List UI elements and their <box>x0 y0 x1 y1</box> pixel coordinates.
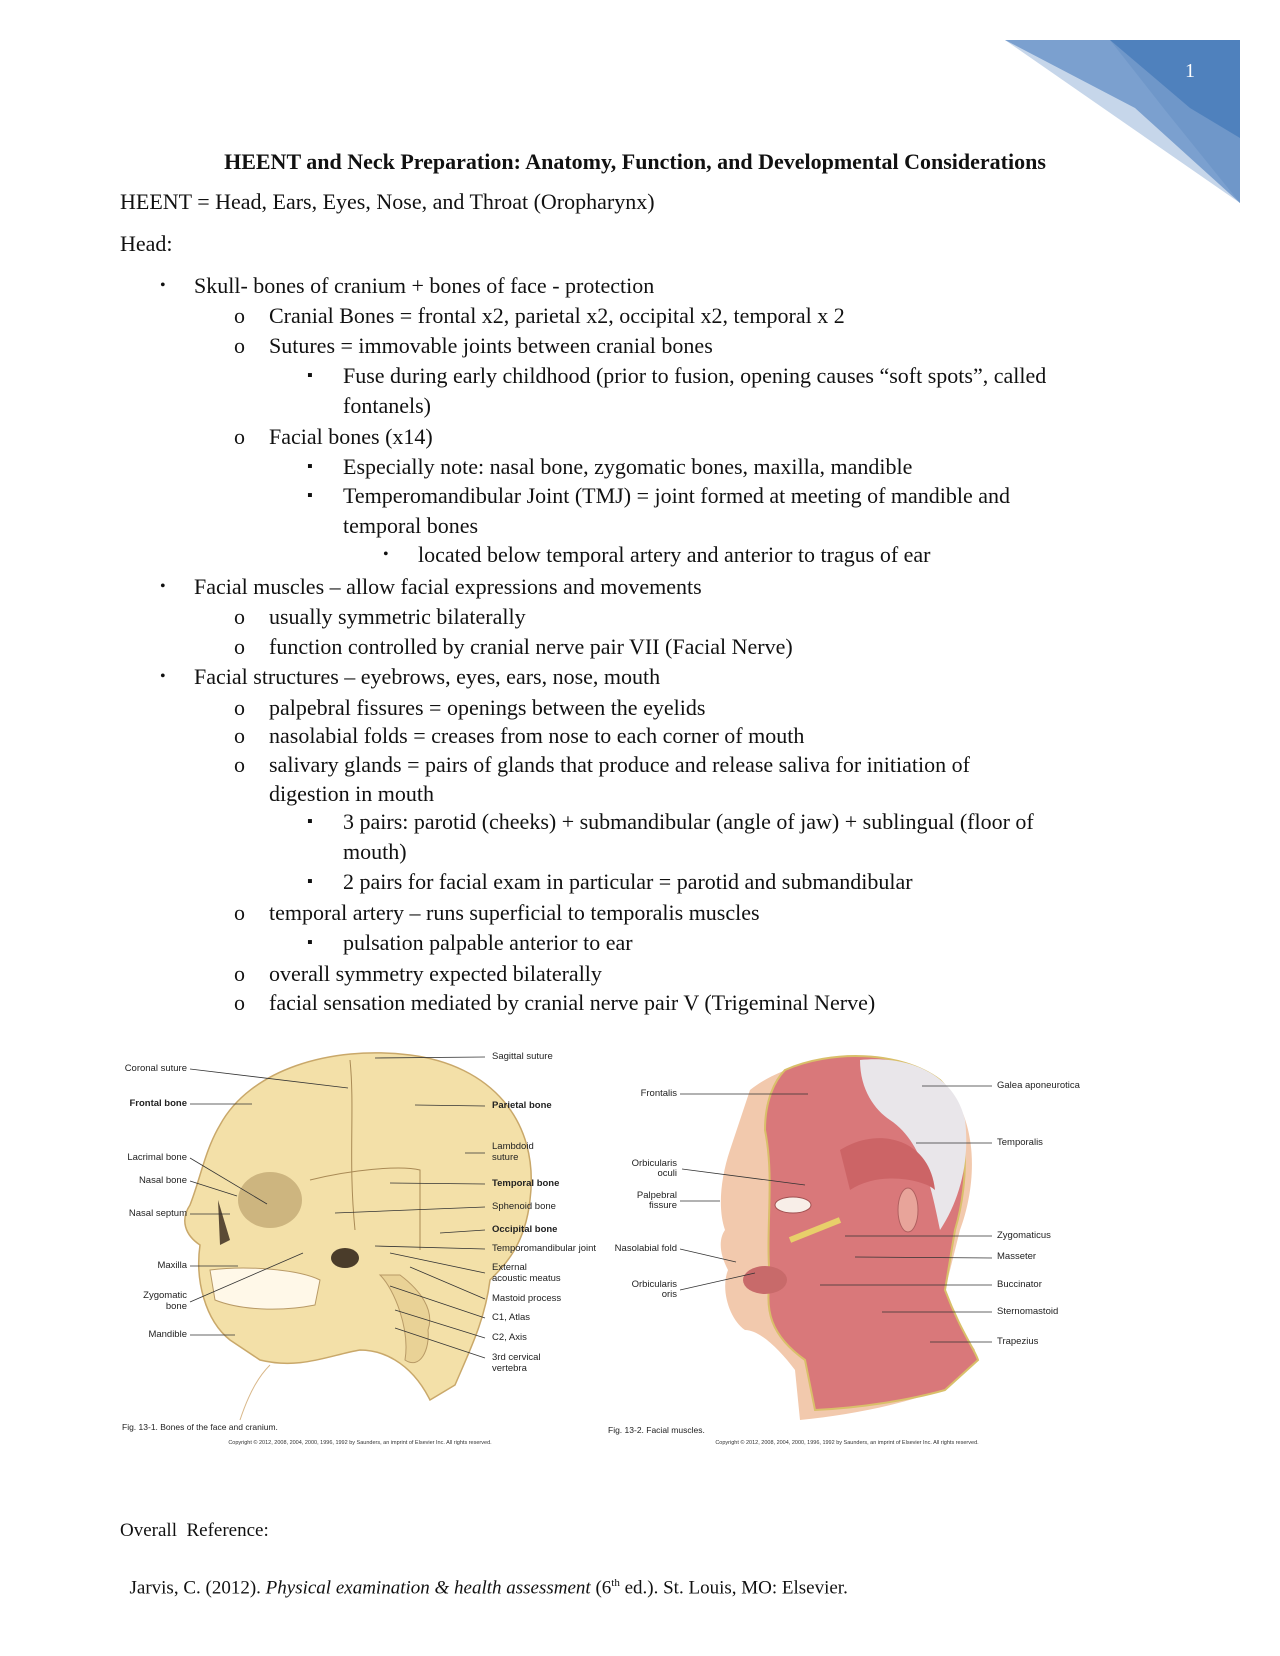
list-item: 3 pairs: parotid (cheeks) + submandibular (angle of jaw) + sublingual (floor of <box>343 809 1034 834</box>
label-nasal-septum: Nasal septum <box>128 1208 187 1219</box>
circle-marker: o <box>234 723 245 748</box>
square-marker: ▪ <box>307 813 313 830</box>
label-mandible: Mandible <box>148 1329 187 1340</box>
circle-marker: o <box>234 634 245 659</box>
list-item: Fuse during early childhood (prior to fusion, opening causes “soft spots”, called <box>343 363 1047 388</box>
list-item: facial sensation mediated by cranial nerve pair V (Trigeminal Nerve) <box>269 990 876 1015</box>
label-masseter: Masseter <box>997 1251 1037 1262</box>
list-item-continued: mouth) <box>343 839 407 864</box>
label-parietal-bone: Parietal bone <box>492 1100 552 1111</box>
list-item: Sutures = immovable joints between cranial bones <box>269 333 713 358</box>
reference-heading: Overall Reference: <box>120 1520 269 1541</box>
circle-marker: o <box>234 333 245 358</box>
list-item: Facial structures – eyebrows, eyes, ears, nose, mouth <box>194 664 661 689</box>
page-number: 1 <box>1185 60 1195 82</box>
square-marker: ▪ <box>307 367 313 384</box>
label-temporal-bone: Temporal bone <box>492 1178 560 1189</box>
label-3rd-cervical-2: vertebra <box>492 1363 527 1374</box>
list-item: palpebral fissures = openings between the eyelids <box>269 695 706 720</box>
label-orbicularis-oris-2: oris <box>661 1289 677 1300</box>
list-item: 2 pairs for facial exam in particular = parotid and submandibular <box>343 869 913 894</box>
label-maxilla: Maxilla <box>157 1260 187 1271</box>
reference-citation <box>120 1544 848 1601</box>
square-marker: ▪ <box>307 873 313 890</box>
square-marker: ▪ <box>307 934 313 951</box>
list-item: Facial bones (x14) <box>269 424 433 449</box>
reference-author: Jarvis, C. (2012). <box>129 1577 266 1599</box>
label-nasal-bone: Nasal bone <box>138 1175 187 1186</box>
label-c2-axis: C2, Axis <box>492 1332 527 1343</box>
square-marker: ▪ <box>307 487 313 504</box>
label-external-acoustic-meatus-2: acoustic meatus <box>492 1273 561 1284</box>
document-title: HEENT and Neck Preparation: Anatomy, Function, and Developmental Considerations <box>224 149 1046 174</box>
label-sphenoid-bone: Sphenoid bone <box>492 1201 556 1212</box>
label-occipital-bone: Occipital bone <box>492 1224 558 1235</box>
head-heading: Head: <box>120 231 173 256</box>
figure1-caption: Fig. 13-1. Bones of the face and cranium. <box>122 1422 278 1432</box>
label-palpebral-fissure: Palpebral <box>636 1190 677 1201</box>
label-mastoid-process: Mastoid process <box>492 1293 562 1304</box>
label-sagittal-suture: Sagittal suture <box>492 1051 553 1062</box>
circle-marker: o <box>234 604 245 629</box>
label-nasolabial-fold: Nasolabial fold <box>614 1243 677 1254</box>
label-tmj: Temporomandibular joint <box>492 1243 597 1254</box>
heent-definition: HEENT = Head, Ears, Eyes, Nose, and Throat (Oropharynx) <box>120 189 655 214</box>
list-item: Skull- bones of cranium + bones of face - protection <box>194 273 655 298</box>
reference-book-title: Physical examination & health assessment <box>265 1577 591 1599</box>
circle-marker: o <box>234 424 245 449</box>
label-3rd-cervical: 3rd cervical <box>492 1352 541 1363</box>
reference-edition-sup: th <box>611 1577 620 1589</box>
list-item: pulsation palpable anterior to ear <box>343 930 633 955</box>
page-corner-decoration <box>1000 38 1245 208</box>
circle-marker: o <box>234 752 245 777</box>
label-temporalis: Temporalis <box>997 1137 1043 1148</box>
list-item: usually symmetric bilaterally <box>269 604 526 629</box>
label-c1-atlas: C1, Atlas <box>492 1312 531 1323</box>
label-orbicularis-oculi-2: oculi <box>657 1168 677 1179</box>
label-orbicularis-oculi: Orbicularis <box>631 1158 677 1169</box>
list-item-continued: temporal bones <box>343 513 479 538</box>
circle-marker: o <box>234 695 245 720</box>
label-trapezius: Trapezius <box>997 1336 1039 1347</box>
label-frontal-bone: Frontal bone <box>129 1098 187 1109</box>
list-item: nasolabial folds = creases from nose to each corner of mouth <box>269 723 805 748</box>
figure2-copyright: Copyright © 2012, 2008, 2004, 2000, 1996, 1992 by Saunders, an imprint of Elsevier Inc. All rights reserved. <box>715 1440 979 1446</box>
label-zygomatic-bone: Zygomatic <box>143 1290 187 1301</box>
skull-illustration <box>110 1030 590 1450</box>
list-item: located below temporal artery and anterior to tragus of ear <box>418 542 931 567</box>
label-palpebral-fissure-2: fissure <box>649 1200 677 1211</box>
list-item: salivary glands = pairs of glands that produce and release saliva for initiation of <box>269 752 970 777</box>
circle-marker: o <box>234 303 245 328</box>
list-item: Temperomandibular Joint (TMJ) = joint formed at meeting of mandible and <box>343 483 1011 508</box>
figure1-copyright: Copyright © 2012, 2008, 2004, 2000, 1996, 1992 by Saunders, an imprint of Elsevier Inc. All rights reserved. <box>228 1440 492 1446</box>
square-marker: ▪ <box>307 458 313 475</box>
label-coronal-suture: Coronal suture <box>124 1063 187 1074</box>
bullet-marker: • <box>160 277 166 294</box>
reference-publisher: ed.). St. Louis, MO: Elsevier. <box>619 1577 848 1599</box>
bullet-marker: • <box>160 668 166 685</box>
label-zygomaticus: Zygomaticus <box>997 1230 1051 1241</box>
circle-marker: o <box>234 900 245 925</box>
list-item: overall symmetry expected bilaterally <box>269 961 602 986</box>
label-lambdoid-suture-2: suture <box>492 1152 519 1163</box>
label-zygomatic-bone-2: bone <box>165 1301 187 1312</box>
list-item-continued: fontanels) <box>343 393 431 418</box>
reference-edition: (6 <box>590 1577 612 1599</box>
list-item: function controlled by cranial nerve pair VII (Facial Nerve) <box>269 634 793 659</box>
bullet-marker: • <box>383 546 389 563</box>
circle-marker: o <box>234 961 245 986</box>
figure2-caption: Fig. 13-2. Facial muscles. <box>608 1425 705 1435</box>
list-item: Especially note: nasal bone, zygomatic bones, maxilla, mandible <box>343 454 913 479</box>
label-external-acoustic-meatus: External <box>492 1262 527 1273</box>
label-lacrimal-bone: Lacrimal bone <box>127 1152 187 1163</box>
bullet-marker: • <box>160 578 166 595</box>
list-item-continued: digestion in mouth <box>269 781 434 806</box>
list-item: temporal artery – runs superficial to temporalis muscles <box>269 900 760 925</box>
list-item: Facial muscles – allow facial expressions and movements <box>194 574 702 599</box>
label-sternomastoid: Sternomastoid <box>997 1306 1059 1317</box>
label-lambdoid-suture: Lambdoid <box>492 1141 534 1152</box>
label-galea-aponeurotica: Galea aponeurotica <box>997 1080 1080 1091</box>
label-orbicularis-oris: Orbicularis <box>631 1279 677 1290</box>
circle-marker: o <box>234 990 245 1015</box>
label-frontalis: Frontalis <box>640 1088 677 1099</box>
label-buccinator: Buccinator <box>997 1279 1042 1290</box>
list-item: Cranial Bones = frontal x2, parietal x2, occipital x2, temporal x 2 <box>269 303 845 328</box>
